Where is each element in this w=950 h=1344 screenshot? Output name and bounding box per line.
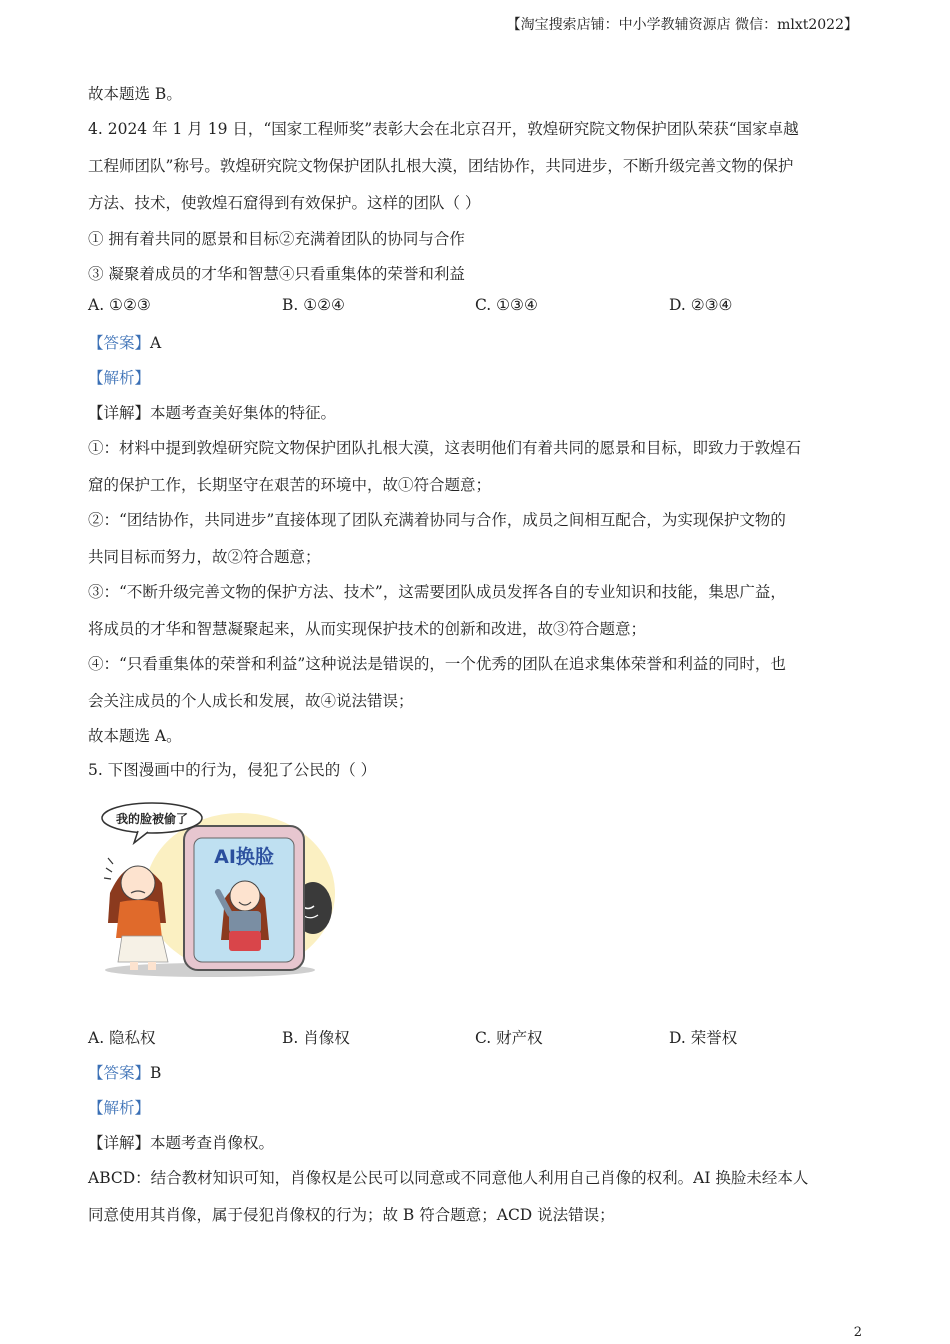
q5-stem: 5. 下图漫画中的行为，侵犯了公民的（ ） <box>88 761 377 779</box>
q4-answer <box>88 331 161 353</box>
q5-detail: 【详解】本题考查肖像权。 <box>88 1134 275 1152</box>
ai-face-swap-comic <box>100 798 335 978</box>
q4-explain-2a: ②：“团结协作，共同进步”直接体现了团队充满着协同与合作，成员之间相互配合，为实现保护文物的 <box>88 511 786 529</box>
q5-option-d: D. 荣誉权 <box>669 1029 738 1047</box>
q5-option-a: A. 隐私权 <box>88 1029 156 1047</box>
q4-explain-4a: ④：“只看重集体的荣誉和利益”这种说法是错误的，一个优秀的团队在追求集体荣誉和利益的同时，也 <box>88 655 786 673</box>
q4-detail: 【详解】本题考查美好集体的特征。 <box>88 404 337 422</box>
q5-option-c: C. 财产权 <box>475 1029 543 1047</box>
q4-answer-tag: 【答案】 <box>88 334 151 352</box>
q5-answer <box>88 1061 161 1083</box>
q5-explain-1b: 同意使用其肖像，属于侵犯肖像权的行为；故 B 符合题意；ACD 说法错误； <box>88 1206 615 1224</box>
q4-conclusion: 故本题选 A。 <box>88 727 182 745</box>
q5-answer-tag: 【答案】 <box>88 1064 151 1082</box>
q4-explain-3a: ③：“不断升级完善文物的保护方法、技术”，这需要团队成员发挥各自的专业知识和技能，集思广益， <box>88 583 786 601</box>
q4-explain-2b: 共同目标而努力，故②符合题意； <box>88 548 321 566</box>
prev-conclusion: 故本题选 B。 <box>88 85 182 103</box>
page-header: 【淘宝搜索店铺：中小学教辅资源店 微信：mlxt2022】 <box>506 17 858 33</box>
q4-stem-line2: 工程师团队”称号。敦煌研究院文物保护团队扎根大漠，团结协作，共同进步，不断升级完善文物的保护 <box>88 157 794 175</box>
q4-answer-value: A <box>150 334 162 352</box>
q4-option-a: A. ①②③ <box>88 296 151 314</box>
phone-title: AI换脸 <box>214 846 274 868</box>
q4-option-b: B. ①②④ <box>282 296 345 314</box>
speech-bubble-text: 我的脸被偷了 <box>115 812 189 826</box>
q4-items-line1: ① 拥有着共同的愿景和目标②充满着团队的协同与合作 <box>88 230 465 248</box>
q4-explain-4b: 会关注成员的个人成长和发展，故④说法错误； <box>88 692 414 710</box>
page-number: 2 <box>853 1325 862 1340</box>
q4-analysis-tag: 【解析】 <box>88 369 151 387</box>
q4-option-c: C. ①③④ <box>475 296 538 314</box>
q5-analysis-tag: 【解析】 <box>88 1099 151 1117</box>
q5-explain-1a: ABCD：结合教材知识可知，肖像权是公民可以同意或不同意他人利用自己肖像的权利。AI 换脸未经本人 <box>88 1169 809 1187</box>
q4-stem-line1: 4. 2024 年 1 月 19 日，“国家工程师奖”表彰大会在北京召开，敦煌研究院文物保护团队荣获“国家卓越 <box>88 120 799 138</box>
q4-items-line2: ③ 凝聚着成员的才华和智慧④只看重集体的荣誉和利益 <box>88 265 465 283</box>
q4-explain-1b: 窟的保护工作，长期坚守在艰苦的环境中，故①符合题意； <box>88 476 492 494</box>
q5-option-b: B. 肖像权 <box>282 1029 350 1047</box>
victim-woman-top <box>116 900 162 938</box>
q4-explain-1a: ①：材料中提到敦煌研究院文物保护团队扎根大漠，这表明他们有着共同的愿景和目标，即致力于敦煌石 <box>88 439 802 457</box>
q4-option-d: D. ②③④ <box>669 296 733 314</box>
q4-explain-3b: 将成员的才华和智慧凝聚起来，从而实现保护技术的创新和改进，故③符合题意； <box>88 620 647 638</box>
q5-answer-value: B <box>150 1064 162 1082</box>
q4-stem-line3: 方法、技术，使敦煌石窟得到有效保护。这样的团队（ ） <box>88 194 481 212</box>
